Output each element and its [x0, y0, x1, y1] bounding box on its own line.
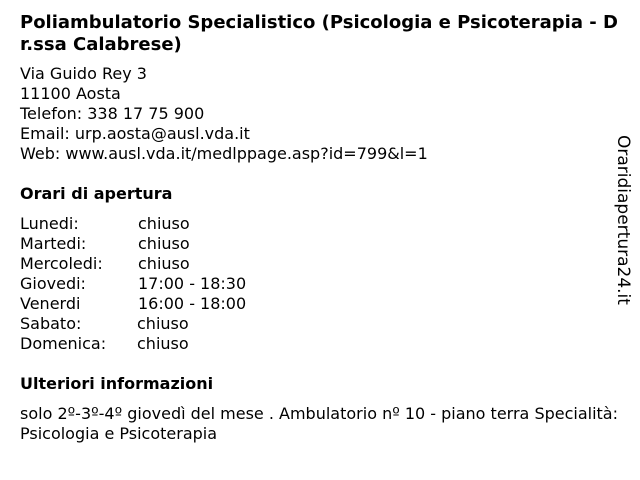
website-link[interactable]: Web: www.ausl.vda.it/medlppage.asp?id=799&l=1 [20, 144, 428, 163]
hours-row-sunday [20, 334, 320, 354]
hours-row-tuesday [20, 234, 320, 254]
street-address: Via Guido Rey 3 [20, 64, 147, 83]
opening-hours-heading: Orari di apertura [20, 184, 173, 203]
email-address[interactable]: Email: urp.aosta@ausl.vda.it [20, 124, 250, 143]
further-info-heading: Ulteriori informazioni [20, 374, 214, 393]
hours-row-friday [20, 294, 320, 314]
day-label: Lunedi: [20, 214, 79, 233]
hours-value: 17:00 - 18:30 [138, 274, 247, 293]
day-label: Giovedi: [20, 274, 86, 293]
hours-row-saturday [20, 314, 320, 334]
day-label: Sabato: [20, 314, 82, 333]
hours-value: 16:00 - 18:00 [138, 294, 247, 313]
day-label: Domenica: [20, 334, 107, 353]
contact-block [20, 64, 428, 164]
hours-row-thursday [20, 274, 320, 294]
day-label: Venerdi [20, 294, 81, 313]
hours-value: chiuso [138, 214, 190, 233]
hours-value: chiuso [138, 234, 190, 253]
page-title: Poliambulatorio Specialistico (Psicologia e Psicoterapia - Dr.ssa Calabrese) [20, 12, 618, 55]
hours-value: chiuso [137, 314, 189, 333]
brand-watermark: Oraridiapertura24.it [613, 135, 633, 305]
hours-value: chiuso [138, 254, 190, 273]
phone-number[interactable]: Telefon: 338 17 75 900 [20, 104, 205, 123]
opening-hours-list [20, 214, 320, 354]
hours-row-wednesday [20, 254, 320, 274]
hours-row-monday [20, 214, 320, 234]
day-label: Martedi: [20, 234, 87, 253]
day-label: Mercoledi: [20, 254, 103, 273]
city-address: 11100 Aosta [20, 84, 121, 103]
hours-value: chiuso [137, 334, 189, 353]
further-info-text: solo 2º-3º-4º giovedì del mese . Ambulatorio nº 10 - piano terra Specialità: Psicologia e Psicoterapia [20, 404, 618, 443]
